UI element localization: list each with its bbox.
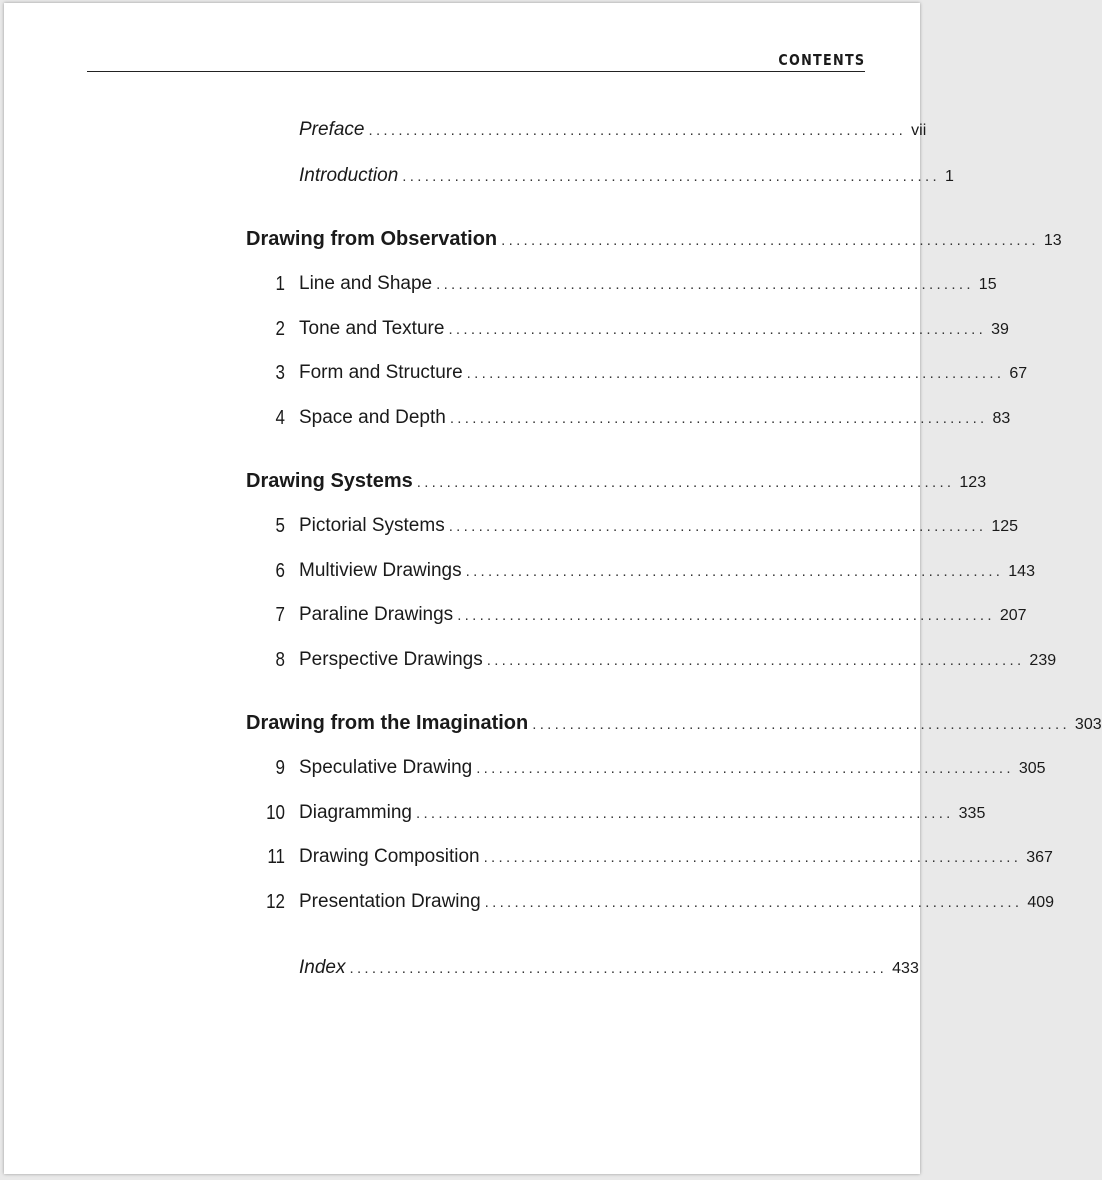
chapter-number: 12 xyxy=(266,891,285,913)
toc-entry-title: Preface xyxy=(299,119,365,140)
chapter-page: 125 xyxy=(991,518,1019,535)
chapter-number: 3 xyxy=(275,362,285,384)
toc-chapter-4[interactable] xyxy=(275,407,1011,433)
toc-chapter-5[interactable] xyxy=(275,515,1019,541)
chapter-page: 15 xyxy=(978,276,997,293)
chapter-title: Speculative Drawing xyxy=(299,757,473,778)
chapter-title: Pictorial Systems xyxy=(299,515,445,536)
toc-chapter-8[interactable] xyxy=(275,649,1057,675)
toc-part-title: Drawing from the Imagination xyxy=(246,712,529,734)
chapter-title: Tone and Texture xyxy=(299,318,445,339)
dot-leader: ........................................................................ xyxy=(484,894,1023,911)
chapter-title: Space and Depth xyxy=(299,407,446,428)
chapter-page: 143 xyxy=(1008,563,1035,580)
toc-part-page: 123 xyxy=(959,474,987,491)
dot-leader: ........................................................................ xyxy=(476,760,1014,777)
toc-chapter-6[interactable] xyxy=(275,560,1035,586)
chapter-page: 367 xyxy=(1026,849,1053,866)
chapter-number: 9 xyxy=(275,757,285,779)
table-of-contents xyxy=(4,3,1102,1174)
running-head: CONTENTS xyxy=(777,51,865,69)
dot-leader: ........................................................................ xyxy=(532,716,1070,733)
toc-chapter-7[interactable] xyxy=(275,604,1027,630)
dot-leader: ........................................................................ xyxy=(402,168,940,185)
toc-chapter-10[interactable] xyxy=(266,802,986,828)
toc-entry-page: 433 xyxy=(892,960,919,977)
dot-leader: ........................................................................ xyxy=(416,474,955,491)
dot-leader: ........................................................................ xyxy=(465,563,1004,580)
chapter-page: 39 xyxy=(991,321,1009,338)
chapter-number: 7 xyxy=(275,604,285,626)
chapter-page: 239 xyxy=(1029,652,1057,669)
dot-leader: ........................................................................ xyxy=(415,805,954,822)
toc-part-drawing-from-the-imagination[interactable] xyxy=(246,712,1102,738)
toc-chapter-1[interactable] xyxy=(275,273,997,299)
chapter-number: 6 xyxy=(275,560,285,582)
dot-leader: ........................................................................ xyxy=(448,321,987,338)
dot-leader: ........................................................................ xyxy=(349,960,888,977)
chapter-number: 2 xyxy=(275,318,285,340)
chapter-page: 67 xyxy=(1009,365,1028,382)
dot-leader: ........................................................................ xyxy=(457,607,995,624)
toc-entry-page: 1 xyxy=(944,168,954,185)
dot-leader: ........................................................................ xyxy=(483,849,1022,866)
toc-entry-index[interactable] xyxy=(299,957,919,983)
dot-leader: ........................................................................ xyxy=(466,365,1005,382)
dot-leader: ........................................................................ xyxy=(449,410,988,427)
dot-leader: ........................................................................ xyxy=(486,652,1025,669)
chapter-page: 305 xyxy=(1018,760,1046,777)
document-page xyxy=(4,3,1102,1174)
toc-part-title: Drawing from Observation xyxy=(246,228,498,250)
toc-part-title: Drawing Systems xyxy=(246,470,413,492)
chapter-title: Drawing Composition xyxy=(299,846,480,867)
dot-leader: ........................................................................ xyxy=(436,276,974,293)
chapter-number: 10 xyxy=(266,802,285,824)
chapter-title: Perspective Drawings xyxy=(299,649,483,670)
toc-chapter-3[interactable] xyxy=(275,362,1028,388)
toc-entry-title: Introduction xyxy=(299,165,399,186)
chapter-number: 1 xyxy=(275,273,285,295)
toc-chapter-12[interactable] xyxy=(266,891,1055,917)
chapter-number: 8 xyxy=(275,649,285,671)
toc-chapter-2[interactable] xyxy=(275,318,1009,344)
toc-entry-title: Index xyxy=(299,957,346,978)
toc-entry-preface[interactable] xyxy=(299,119,927,145)
dot-leader: ........................................................................ xyxy=(501,232,1039,249)
toc-entry-introduction[interactable] xyxy=(299,165,954,191)
chapter-title: Diagramming xyxy=(299,802,412,823)
toc-entry-page: vii xyxy=(911,122,927,139)
dot-leader: ........................................................................ xyxy=(448,518,987,535)
chapter-number: 4 xyxy=(275,407,285,429)
chapter-number: 11 xyxy=(267,846,285,868)
chapter-title: Presentation Drawing xyxy=(299,891,481,912)
chapter-page: 83 xyxy=(992,410,1011,427)
chapter-title: Multiview Drawings xyxy=(299,560,462,581)
toc-part-page: 13 xyxy=(1043,232,1062,249)
chapter-page: 409 xyxy=(1027,894,1055,911)
chapter-title: Paraline Drawings xyxy=(299,604,454,625)
chapter-title: Form and Structure xyxy=(299,362,463,383)
chapter-page: 207 xyxy=(999,607,1027,624)
toc-chapter-11[interactable] xyxy=(267,846,1053,872)
chapter-title: Line and Shape xyxy=(299,273,433,294)
toc-part-drawing-from-observation[interactable] xyxy=(246,228,1062,254)
toc-part-page: 303 xyxy=(1074,716,1102,733)
toc-chapter-9[interactable] xyxy=(275,757,1046,783)
dot-leader: ........................................................................ xyxy=(368,122,907,139)
chapter-page: 335 xyxy=(958,805,986,822)
toc-part-drawing-systems[interactable] xyxy=(246,470,987,496)
chapter-number: 5 xyxy=(275,515,285,537)
